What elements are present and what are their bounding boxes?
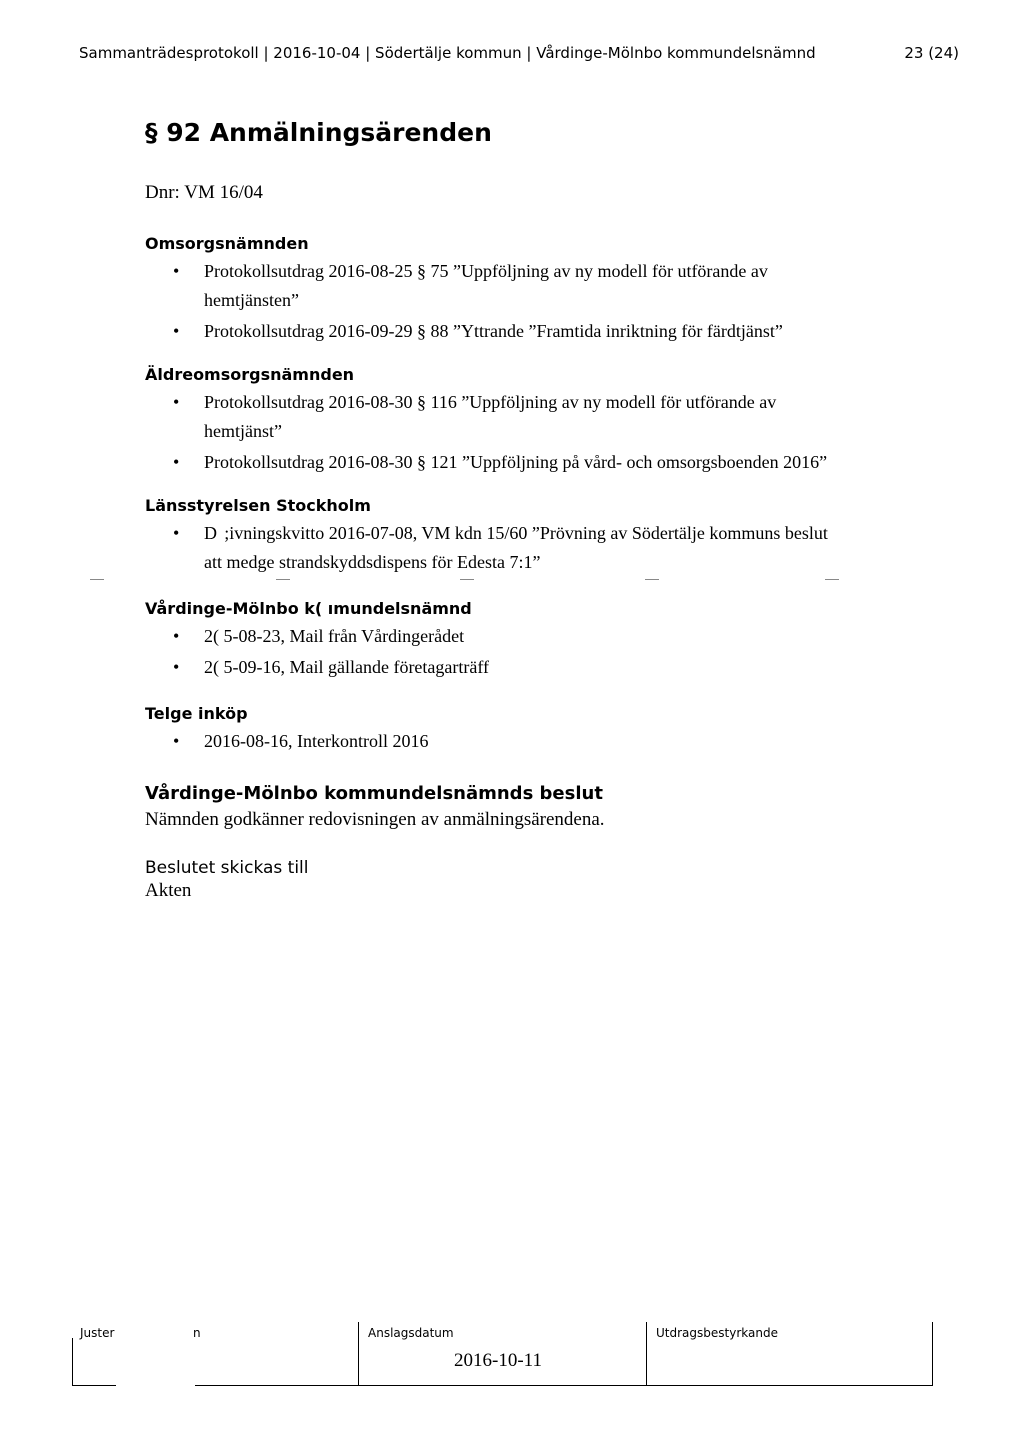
section-heading: Länsstyrelsen Stockholm — [145, 496, 371, 515]
header-text: Sammanträdesprotokoll | 2016-10-04 | Södertälje kommun | Vårdinge-Mölnbo kommundelsnämnd — [79, 44, 816, 62]
juster-suffix: n — [193, 1326, 201, 1340]
scan-artifact — [90, 579, 840, 583]
list-item: • D ;ivningskvitto 2016-07-08, VM kdn 15/60 ”Prövning av Södertälje kommuns beslut att medge strandskyddsdispens för Edesta 7:1” — [145, 519, 945, 577]
case-number: Dnr: VM 16/04 — [145, 182, 263, 203]
divider — [195, 1385, 933, 1386]
decision-text: Nämnden godkänner redovisningen av anmälningsärendena. — [145, 809, 605, 830]
section-heading: Omsorgsnämnden — [145, 234, 309, 253]
divider — [358, 1322, 359, 1386]
document-header — [79, 44, 959, 62]
list-item: • Protokollsutdrag 2016-08-30 § 121 ”Uppföljning på vård- och omsorgsboenden 2016” — [145, 448, 945, 477]
bullet-icon: • — [173, 452, 180, 472]
section-heading: Äldreomsorgsnämnden — [145, 365, 355, 384]
list-item: • Protokollsutdrag 2016-08-30 § 116 ”Uppföljning av ny modell för utförande av hemtjänst” — [145, 388, 945, 446]
list-item: • Protokollsutdrag 2016-08-25 § 75 ”Uppföljning av ny modell för utförande av hemtjänsten” — [145, 257, 945, 315]
list-item: • 2016-08-16, Interkontroll 2016 — [145, 727, 945, 756]
bullet-icon: • — [173, 523, 180, 543]
section-heading: Telge inköp — [145, 704, 248, 723]
bullet-icon: • — [173, 392, 180, 412]
divider — [72, 1338, 73, 1386]
section-lansstyrelsen — [145, 495, 945, 577]
list-item: • 2( 5-09-16, Mail gällande företagarträff — [145, 653, 945, 682]
footer-table — [0, 1318, 1024, 1388]
divider — [72, 1385, 116, 1386]
decision-heading: Vårdinge-Mölnbo kommundelsnämnds beslut — [145, 783, 603, 804]
divider — [932, 1322, 933, 1386]
section-title: § 92 Anmälningsärenden — [145, 118, 492, 147]
divider — [646, 1322, 647, 1386]
anslagsdatum-label: Anslagsdatum — [368, 1326, 454, 1340]
section-heading: Vårdinge-Mölnbo k( ımundelsnämnd — [145, 599, 472, 618]
bullet-icon: • — [173, 626, 180, 646]
list-item: • 2( 5-08-23, Mail från Vårdingerådet — [145, 622, 945, 651]
sent-to-label: Beslutet skickas till — [145, 858, 309, 878]
section-vardinge-molnbo — [145, 598, 945, 682]
section-omsorgsnamnden — [145, 233, 945, 346]
utdragsbestyrkande-label: Utdragsbestyrkande — [656, 1326, 778, 1340]
sent-to-value: Akten — [145, 880, 192, 901]
section-telge-inkop — [145, 703, 945, 756]
bullet-icon: • — [173, 657, 180, 677]
bullet-icon: • — [173, 261, 180, 281]
bullet-icon: • — [173, 731, 180, 751]
list-item: • Protokollsutdrag 2016-09-29 § 88 ”Yttrande ”Framtida inriktning för färdtjänst” — [145, 317, 945, 346]
anslagsdatum-value: 2016-10-11 — [454, 1350, 542, 1371]
page-number: 23 (24) — [904, 44, 959, 62]
juster-label: Juster — [80, 1326, 115, 1340]
section-aldreomsorgsnamnden — [145, 364, 945, 477]
bullet-icon: • — [173, 321, 180, 341]
